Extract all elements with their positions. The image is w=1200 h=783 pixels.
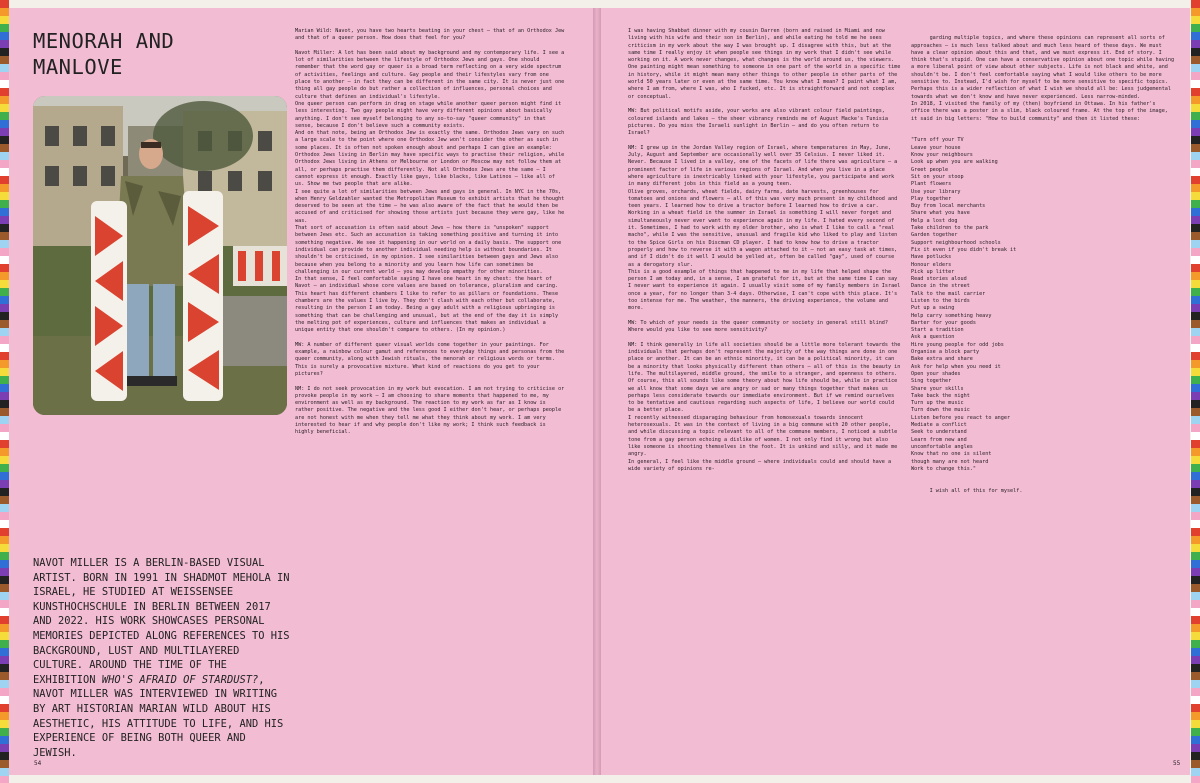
community-list-item: Turn down the music <box>911 407 970 414</box>
community-list-item: Share your skills <box>911 385 964 392</box>
community-list-item: Use your library <box>911 188 961 195</box>
right-page <box>601 8 1190 775</box>
closing-line: I wish all of this for myself. <box>929 487 1023 494</box>
interview-column-1: Marian Wild: Navot, you have two hearts beating in your chest – that of an Orthodox Jew and that of a queer person. How does that feel for you? Navot Miller: A lot has been said about my background and my contemporary life. I see a lot of similarities between the lifestyle of Orthodox Jews and gays. One should remember that the word gay or queer is a broad term reflecting on a very wide spectrum of activities, feelings and culture. Gay people and their lifestyles vary from one place to another – in fact they can be different in the same city. It is never just one thing all gay people do but rather a collection of influences, personal choices and culture that defines an individual's lifestyle. One queer person can perform in drag on stage while another queer person might find it less interesting. Two gay people might have very different opinions about basically anything. I don't see myself belonging to any so-to-say "queer community" in that sense, because I don't believe such a community exists. And on that note, being an Orthodox Jew is exactly the same. Orthodox Jews vary on such a large scale to the point where one Orthodox Jew won't consider the other as such in some places. It is often not spoken enough about and perhaps I can give an example: Orthodox Jews living in Berlin may have specific ways to practise their religion, while Orthodox Jews living in Athens or Melbourne or London or Moscow may not follow them at all, or perhaps practise them differently. Not all Orthodox Jews are the same – I cannot express it enough. Exactly like gays, like blacks, like Latinos – like all of us. Show me two people that are alike. I see quite a lot of similarities between Jews and gays in general. In NYC in the 70s, when Henry Geldzahler wanted the Metropolitan Museum to exhibit artists that he thought deserved to be seen at the time – he was also aware of the fact that he would then be accused of and criticised for showing those artists just because they were gay, like he was. That sort of accusation is often said about Jews – how there is "unspoken" support between Jews etc. Such an accusation is taking something positive and turning it into something negative. We see it happening in our world on a daily basis. The support one individual can provide to another individual needing help is without boundaries. It shouldn't be criticised, in my opinion. I see similarities between gays and Jews also because when you belong to a minority and you learn how life can sometimes be challenging in our current world – you may develop empathy for other minorities. In that sense, I feel comfortable saying I have one heart in my chest: the heart of Navot – an individual whose core values are based on tolerance, pluralism and caring. This heart has different chambers I like to refer to as pillars or foundations. These chambers are the values I live by. They don't clash with each other but collaborate, resulting in the person I am today. Being a gay adult with a religious upbringing is something that can be challenging and unusual, but at the end of the day it is simply the melting pot of experiences, culture and influences that makes an individual a unique entity that one shouldn't compare to others. (In my opinion.) MW: A number of different queer visual worlds come together in your paintings. For example, a rainbow colour gamut and references to everyday things and personas from the queer community, along with Jewish rituals, the menorah or religious words or terms. This is surely a provocative mixture. What kind of reactions do you get to your pictures? NM: I do not seek provocation in my work but evocation. I am not trying to criticise or provoke people in my work – I am choosing to share moments that happened to me, my environment as well as my background. The reaction to my work as far as I know is rather positive. The negative and the less good I either don't hear, or perhaps people are not honest with me when they tell me what they think about my work. I am very interested to hear if and why people don't like my work; I think such feedback is highly beneficial. <box>295 28 565 436</box>
community-list-item: Listen before you react to anger <box>911 414 1011 421</box>
intro-text-part1: NAVOT MILLER IS A BERLIN-BASED VISUAL ARTIST. BORN IN 1991 IN SHADMOT MEHOLA IN ISRAEL, HE STUDIED AT WEISSENSEE KUNSTHOCHSCHULE IN BERLIN BETWEEN 2017 AND 2022. HIS WORK SHOWCASES PERSONAL MEMORIES DEPICTED ALONG REFERENCES TO HIS BACKGROUND, LUST AND MULTILAYERED CULTURE. AROUND THE TIME OF THE EXHIBITION <box>33 557 290 686</box>
community-list-item: Read stories aloud <box>911 276 967 283</box>
community-list-item: uncomfortable angles <box>911 443 973 450</box>
page-number-right: 55 <box>1173 760 1181 767</box>
community-list-item: Help carry something heavy <box>911 312 992 319</box>
intro-paragraph <box>33 556 295 760</box>
community-list-item: Look up when you are walking <box>911 159 998 166</box>
community-list-item: Help a lost dog <box>911 217 958 224</box>
community-list-item: Hire young people for odd jobs <box>911 341 1004 348</box>
community-list-item: Learn from new and <box>911 436 967 443</box>
community-list-item: Barter for your goods <box>911 319 976 326</box>
community-list <box>911 130 1177 480</box>
community-list-item: "Turn off your TV <box>911 137 964 144</box>
community-list-item: Know your neighbours <box>911 152 973 159</box>
community-list-item: Mediate a conflict <box>911 422 967 429</box>
community-list-item: Garden together <box>911 232 958 239</box>
community-list-item: Ask for help when you need it <box>911 363 1001 370</box>
community-list-item: Share what you have <box>911 210 970 217</box>
interview-column-2: I was having Shabbat dinner with my cousin Darren (born and raised in Miami and now living with his wife and their son in Berlin), and while eating he told me he sees criticism in my work about the way I was brought up. I disagree with this, but at the same time I really enjoy it when people see things in my work that I didn't see while working on it. A work never changes, what changes is the world around us, the viewers. One painting might mean something to someone in one part of the world in a specific time in history, while it might mean many other things to other people in other parts of the world 50 years later or even at the same time. You know what I mean? I paint what I am, where I am from, where I was, who I fucked, etc. It is straightforward and not complex or conceptual. MW: But political motifs aside, your works are also vibrant colour field paintings, coloured islands and lakes – the sheer vibrancy reminds me of August Macke's Tunisia pictures. Do you miss the Israeli sunlight in Berlin – and do you often return to Israel? NM: I grew up in the Jordan Valley region of Israel, where temperatures in May, June, July, August and September are occasionally well over 35 Celsius. I never liked it. Never. Because I lived in a valley, one of the facets of life there was agriculture – a prominent factor of life in various regions of Israel. And when you live in a place where agriculture is inextricably linked with your lifestyle, you participate and work in many different jobs in this field as a young teen. Olive groves, orchards, wheat fields, dairy farms, date harvests, greenhouses for tomatoes and onions and flowers – all of this was very much present in my childhood and teen years. I learned how to drive a tractor before I learned how to drive a car. Working in a wheat field in the summer in Israel is something I will never forget and simultaneously never ever want to experience again in my life. I hated every second of it. Sometimes, I had to work with my older brother, who is what I like to call a "real macho", while I was the sensitive, unusual and fragile kid who liked to play and listen to the Spice Girls on his Discman CD player. I had to know how to drive a tractor properly and how to reverse it with a wagon attached to it – not an easy task at times, and if I didn't do it well I would be yelled at, often be called "gay", used of course as a derogatory slur. This is a good example of things that happened to me in my life that helped shape the person I am today and, in a sense, I am grateful for it, but at the same time I can say I never want to experience it again. I usually visit some of my family members in Israel once a year, for no longer than 3-4 days. Otherwise, I can't cope with this place. It's too intense for me. The weather, the manners, the driving experience, the volume and more. MW: To which of your needs is the queer community or society in general still blind? Where would you like to see more sensitivity? NM: I think generally in life all societies should be a little more tolerant towards the individuals that perhaps don't represent the majority of the way things are done in one place or another. It can be an ethnic minority, it can be a political minority, it can be a minority that looks physically different than others – all of this is the beauty in life. The multilayered, middle ground, the smile to a stranger, and openness to others. Of course, this all sounds like some theory about how life should be, while in practice we all know that some days we are angry or sad or many things together that makes us perhaps less considerate towards our immediate environment. But if we remind ourselves to be tentative and cautious regarding such aspects of life, I believe our world could be a better place. I recently witnessed disparaging behaviour from homosexuals towards innocent heterosexuals. It was in the context of living in a big commune with 20 other people, and while discussing a topic relevant to all of the commune members, I noticed a subtle tone from a gay person echoing a dislike of women. I not only find it wrong but also like someone is shooting themselves in the foot. It is unkind and silly, and it made me angry. In general, I feel like the middle ground – where individuals could and should have a wide variety of opinions re- <box>628 28 901 472</box>
community-list-item: Play together <box>911 195 952 202</box>
article-title: MENORAH AND MANLOVE <box>33 29 175 79</box>
artist-photo <box>33 96 287 415</box>
community-list-item: Bake extra and share <box>911 356 973 363</box>
rainbow-edge-right <box>1191 0 1200 783</box>
exhibition-title: WHO'S AFRAID OF STARDUST? <box>101 673 259 686</box>
column-3-text: garding multiple topics, and where these opinions can represent all sorts of approaches – is much less talked about and much less heard of these days. We must have a clear opinion about this and that, and we must express it. End of story. I think that's stupid. One can have a conservative opinion about one topic while having a more liberal point of view about other subjects. Life is not black and white, and shouldn't be. I don't feel comfortable saying what I would like others to be more sensitive to. Instead, I'd wish for myself to be more sensitive to specific topics. Perhaps this is a wider reflection of what I wish we should all be: Less judgemental towards what we don't know and have never experienced. Less narrow-minded. In 2018, I visited the family of my (then) boyfriend in Ottawa. In his father's office there was a poster in a slim, black coloured frame. At the top of the image, it said in big letters: "How to build community" and then it listed these: <box>911 35 1175 122</box>
community-list-item: Open your shades <box>911 370 961 377</box>
interview-column-3 <box>911 28 1177 502</box>
community-list-item: though many are not heard <box>911 458 989 465</box>
community-list-item: Listen to the birds <box>911 297 970 304</box>
community-list-item: Support neighbourhood schools <box>911 239 1001 246</box>
community-list-item: Sit on your stoop <box>911 173 964 180</box>
community-list-item: Fix it even if you didn't break it <box>911 246 1017 253</box>
community-list-item: Buy from local merchants <box>911 203 986 210</box>
community-list-item: Greet people <box>911 166 949 173</box>
left-page <box>9 8 593 775</box>
community-list-item: Pick up litter <box>911 268 955 275</box>
community-list-item: Talk to the mail carrier <box>911 290 986 297</box>
community-list-item: Seek to understand <box>911 429 967 436</box>
community-list-item: Honour elders <box>911 261 952 268</box>
rainbow-edge-left <box>0 0 9 783</box>
community-list-item: Put up a swing <box>911 305 955 312</box>
community-list-item: Dance in the street <box>911 283 970 290</box>
community-list-item: Ask a question <box>911 334 955 341</box>
community-list-item: Take children to the park <box>911 225 989 232</box>
page-number-left: 54 <box>34 760 42 767</box>
intro-text-part2: , NAVOT MILLER WAS INTERVIEWED IN WRITING BY ART HISTORIAN MARIAN WILD ABOUT HIS AESTHETIC, HIS ATTITUDE TO LIFE, AND HIS EXPERIENCE OF BEING BOTH QUEER AND JEWISH. <box>33 673 284 759</box>
community-list-item: Start a tradition <box>911 327 964 334</box>
community-list-item: Have potlucks <box>911 254 952 261</box>
community-list-item: Take back the night <box>911 392 970 399</box>
community-list-item: Turn up the music <box>911 400 964 407</box>
community-list-item: Organise a block party <box>911 349 980 356</box>
community-list-item: Work to change this." <box>911 465 976 472</box>
page-gutter <box>593 8 601 775</box>
community-list-item: Plant flowers <box>911 181 952 188</box>
community-list-item: Know that no one is silent <box>911 451 992 458</box>
community-list-item: Leave your house <box>911 144 961 151</box>
community-list-item: Sing together <box>911 378 952 385</box>
